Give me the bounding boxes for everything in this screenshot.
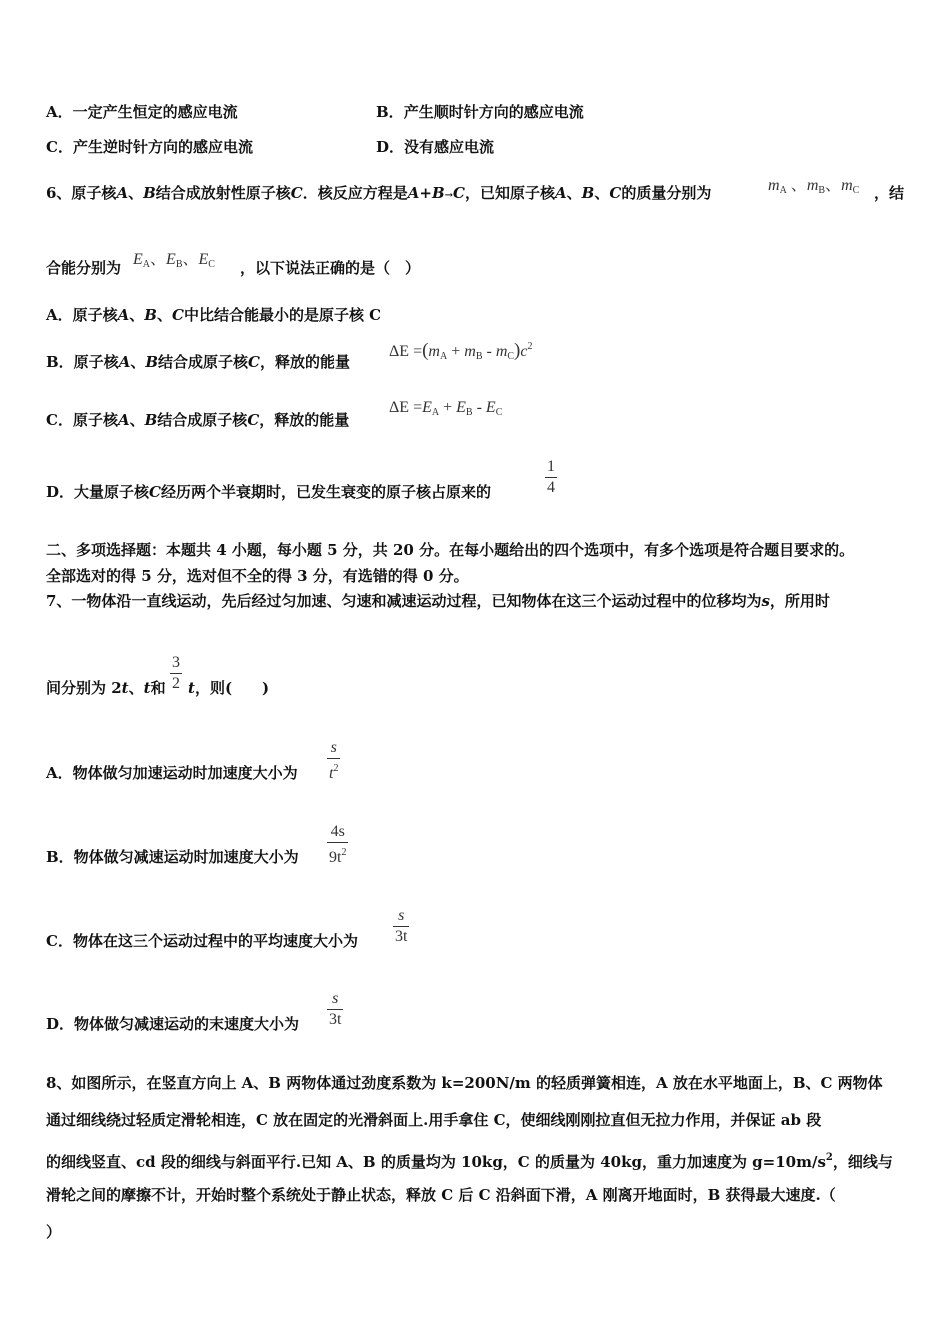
q6-stem-line1-end: ，结 (874, 184, 905, 202)
q8-stem-line2: 通过细线绕过轻质定滑轮相连，C 放在固定的光滑斜面上.用手拿住 C，使细线刚刚拉直但无拉力作用，并保证 ab 段 (46, 1111, 822, 1129)
q8-stem-line1: 8、如图所示，在竖直方向上 A、B 两物体通过劲度系数为 k=200N/m 的轻质弹簧相连，A 放在水平地面上，B、C 两物体 (46, 1074, 883, 1092)
q7-option-c: C．物体在这三个运动过程中的平均速度大小为 (46, 932, 358, 950)
q6-option-a: A．原子核A、B、C中比结合能最小的是原子核 C (46, 306, 382, 324)
q7-stem-line1: 7、一物体沿一直线运动，先后经过匀加速、匀速和减速运动过程，已知物体在这三个运动过程中的位移均为s，所用时 (46, 592, 830, 610)
q6-stem-line1: 6、原子核A、B结合成放射性原子核C．核反应方程是A+B→C，已知原子核A、B、C的质量分别为 (46, 184, 712, 202)
q7-stem-line2-a: 间分别为 2t、t和 (46, 679, 166, 697)
q7-option-b: B．物体做匀减速运动时加速度大小为 (46, 848, 299, 866)
q7-option-a-fraction: $\frac{s}{t^2}$ (329, 739, 339, 782)
q8-stem-line4: 滑轮之间的摩擦不计，开始时整个系统处于静止状态，释放 C 后 C 沿斜面下滑，A 刚离开地面时，B 获得最大速度.（ (46, 1186, 836, 1204)
q7-option-a: A．物体做匀加速运动时加速度大小为 (46, 764, 298, 782)
q6-binding-energies: $E_A$、$E_B$、$E_C$ (133, 251, 215, 270)
q7-option-d-fraction: $\frac{s}{3t}$ (329, 990, 342, 1028)
q6-option-d: D．大量原子核C经历两个半衰期时，已发生衰变的原子核占原来的 (46, 483, 491, 501)
section2-instructions-line2: 全部选对的得 5 分，选对但不全的得 3 分，有选错的得 0 分。 (46, 567, 469, 585)
section2-instructions-line1: 二、多项选择题：本题共 4 小题，每小题 5 分，共 20 分。在每小题给出的四个选项中，有多个选项是符合题目要求的。 (46, 541, 855, 559)
q6-stem-line2-a: 合能分别为 (46, 259, 122, 277)
q6-option-b: B．原子核A、B结合成原子核C，释放的能量 (46, 353, 351, 371)
q7-option-b-fraction: $\frac{4s}{9t^2}$ (329, 823, 347, 866)
q8-stem-line5: ） (46, 1223, 62, 1241)
q6-option-b-formula: $\Delta E =(m_A + m_B - m_C)c^2$ (389, 340, 533, 362)
q6-stem-line2-b: ，以下说法正确的是（ ） (240, 259, 421, 277)
q7-fraction-three-halves: $\frac{3}{2}$ (172, 654, 180, 692)
q8-stem-line3: 的细线竖直、cd 段的细线与斜面平行.已知 A、B 的质量均为 10kg，C 的质量为 40kg，重力加速度为 $g=10m/s^2$，细线与 (46, 1152, 893, 1171)
q6-masses: $m_A$ 、$m_B$、$m_C$ (768, 177, 860, 196)
q5-option-d: D．没有感应电流 (376, 138, 495, 156)
q7-option-c-fraction: $\frac{s}{3t}$ (395, 907, 408, 945)
q5-option-b: B．产生顺时针方向的感应电流 (376, 103, 584, 121)
q6-fraction-one-quarter: $\frac{1}{4}$ (547, 458, 555, 496)
q7-stem-line2-b: t，则( ) (188, 679, 270, 697)
q7-option-d: D．物体做匀减速运动的末速度大小为 (46, 1015, 300, 1033)
q6-option-c-formula: $\Delta E =E_A + E_B - E_C$ (389, 399, 503, 418)
q5-option-a: A．一定产生恒定的感应电流 (46, 103, 238, 121)
q6-option-c: C．原子核A、B结合成原子核C，释放的能量 (46, 411, 350, 429)
q5-option-c: C．产生逆时针方向的感应电流 (46, 138, 253, 156)
